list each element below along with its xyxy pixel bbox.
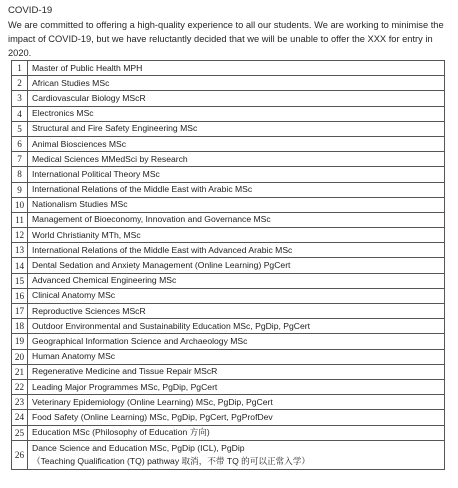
row-number: 17 [12,304,28,319]
table-row [12,319,445,334]
programme-name-line: Veterinary Epidemiology (Online Learning) MSc, PgDip, PgCert [32,396,273,407]
row-number: 19 [12,334,28,349]
programme-name-line: International Relations of the Middle East with Arabic MSc [32,184,253,195]
row-number: 22 [12,379,28,394]
row-number: 14 [12,258,28,273]
row-number: 20 [12,349,28,364]
programme-name-line: Advanced Chemical Engineering MSc [32,275,177,286]
table-row [12,395,445,410]
table-row [12,152,445,167]
notice-body: We are committed to offering a high-quality experience to all our students. We are working to minimise the impact of COVID-19, but we have reluctantly decided that we will be unable to offer the XXX for entry in 2020. [8,20,444,58]
row-number: 10 [12,197,28,212]
programme-name-line: Animal Biosciences MSc [32,138,127,149]
row-number: 5 [12,121,28,136]
table-row [12,106,445,121]
programme-name-line: Outdoor Environmental and Sustainability Education MSc, PgDip, PgCert [32,320,311,331]
programme-name [28,273,445,288]
table-row [12,121,445,136]
row-number: 12 [12,228,28,243]
row-number: 8 [12,167,28,182]
row-number: 1 [12,61,28,76]
row-number: 18 [12,319,28,334]
programme-name-line: Clinical Anatomy MSc [32,290,116,301]
table-row [12,379,445,394]
programme-name [28,288,445,303]
row-number: 11 [12,212,28,227]
table-row [12,167,445,182]
programme-name-line: African Studies MSc [32,77,110,88]
programme-name-line: Management of Bioeconomy, Innovation and Governance MSc [32,214,271,225]
programme-name [28,152,445,167]
programme-name [28,228,445,243]
table-row [12,228,445,243]
programme-name-line: World Christianity MTh, MSc [32,229,141,240]
programme-name [28,91,445,106]
programme-name [28,258,445,273]
table-row [12,410,445,425]
table-row [12,197,445,212]
row-number: 13 [12,243,28,258]
row-number: 7 [12,152,28,167]
table-row [12,91,445,106]
row-number: 9 [12,182,28,197]
row-number: 2 [12,76,28,91]
table-row [12,61,445,76]
programme-name-line: Electronics MSc [32,108,94,119]
programme-name-line: Structural and Fire Safety Engineering MSc [32,123,198,134]
table-row [12,364,445,379]
programme-name [28,197,445,212]
table-row [12,273,445,288]
programme-name [28,106,445,121]
row-number: 6 [12,136,28,151]
table-row [12,334,445,349]
row-number: 21 [12,364,28,379]
row-number: 3 [12,91,28,106]
programme-name [28,136,445,151]
table-row [12,304,445,319]
table-row [12,258,445,273]
programme-name-line: Cardiovascular Biology MScR [32,92,146,103]
programme-name [28,182,445,197]
programme-name [28,167,445,182]
programme-name [28,76,445,91]
programme-name [28,121,445,136]
row-number: 24 [12,410,28,425]
programme-name-line: Dental Sedation and Anxiety Management (Online Learning) PgCert [32,260,291,271]
programme-name-line: International Political Theory MSc [32,168,160,179]
programme-name [28,425,445,440]
table-row [12,425,445,440]
programme-name [28,379,445,394]
programme-name [28,395,445,410]
programme-name-line: Geographical Information Science and Archaeology MSc [32,335,248,346]
programme-table-body [12,61,445,470]
programme-name-line: Dance Science and Education MSc, PgDip (ICL), PgDip [32,442,245,453]
programme-name [28,319,445,334]
programme-name [28,212,445,227]
covid-notice [8,4,452,60]
table-row [12,182,445,197]
table-row [12,440,445,469]
table-row [12,243,445,258]
programme-name-line: Regenerative Medicine and Tissue Repair MScR [32,366,218,377]
programme-name-line: Human Anatomy MSc [32,351,116,362]
row-number: 4 [12,106,28,121]
programme-name [28,334,445,349]
row-number: 16 [12,288,28,303]
programme-table [11,60,445,470]
programme-name [28,364,445,379]
programme-name-line: Education MSc (Philosophy of Education 方向) [32,427,210,438]
programme-name [28,410,445,425]
programme-name [28,349,445,364]
programme-table-wrapper [11,60,445,470]
programme-name-line: （Teaching Qualification (TQ) pathway 取消，不带 TQ 的可以正常入学） [32,455,310,466]
table-row [12,136,445,151]
table-row [12,349,445,364]
programme-name-line: Leading Major Programmes MSc, PgDip, PgCert [32,381,218,392]
row-number: 23 [12,395,28,410]
row-number: 15 [12,273,28,288]
table-row [12,212,445,227]
programme-name-line: Food Safety (Online Learning) MSc, PgDip, PgCert, PgProfDev [32,411,273,422]
programme-name-line: Medical Sciences MMedSci by Research [32,153,188,164]
row-number: 26 [12,440,28,469]
table-row [12,76,445,91]
programme-name-line: Master of Public Health MPH [32,62,143,73]
programme-name [28,440,445,469]
programme-name-line: Nationalism Studies MSc [32,199,128,210]
programme-name-line: International Relations of the Middle East with Advanced Arabic MSc [32,244,293,255]
programme-name [28,304,445,319]
programme-name-line: Reproductive Sciences MScR [32,305,146,316]
programme-name [28,243,445,258]
notice-heading: COVID-19 [8,5,53,16]
table-row [12,288,445,303]
programme-name [28,61,445,76]
row-number: 25 [12,425,28,440]
